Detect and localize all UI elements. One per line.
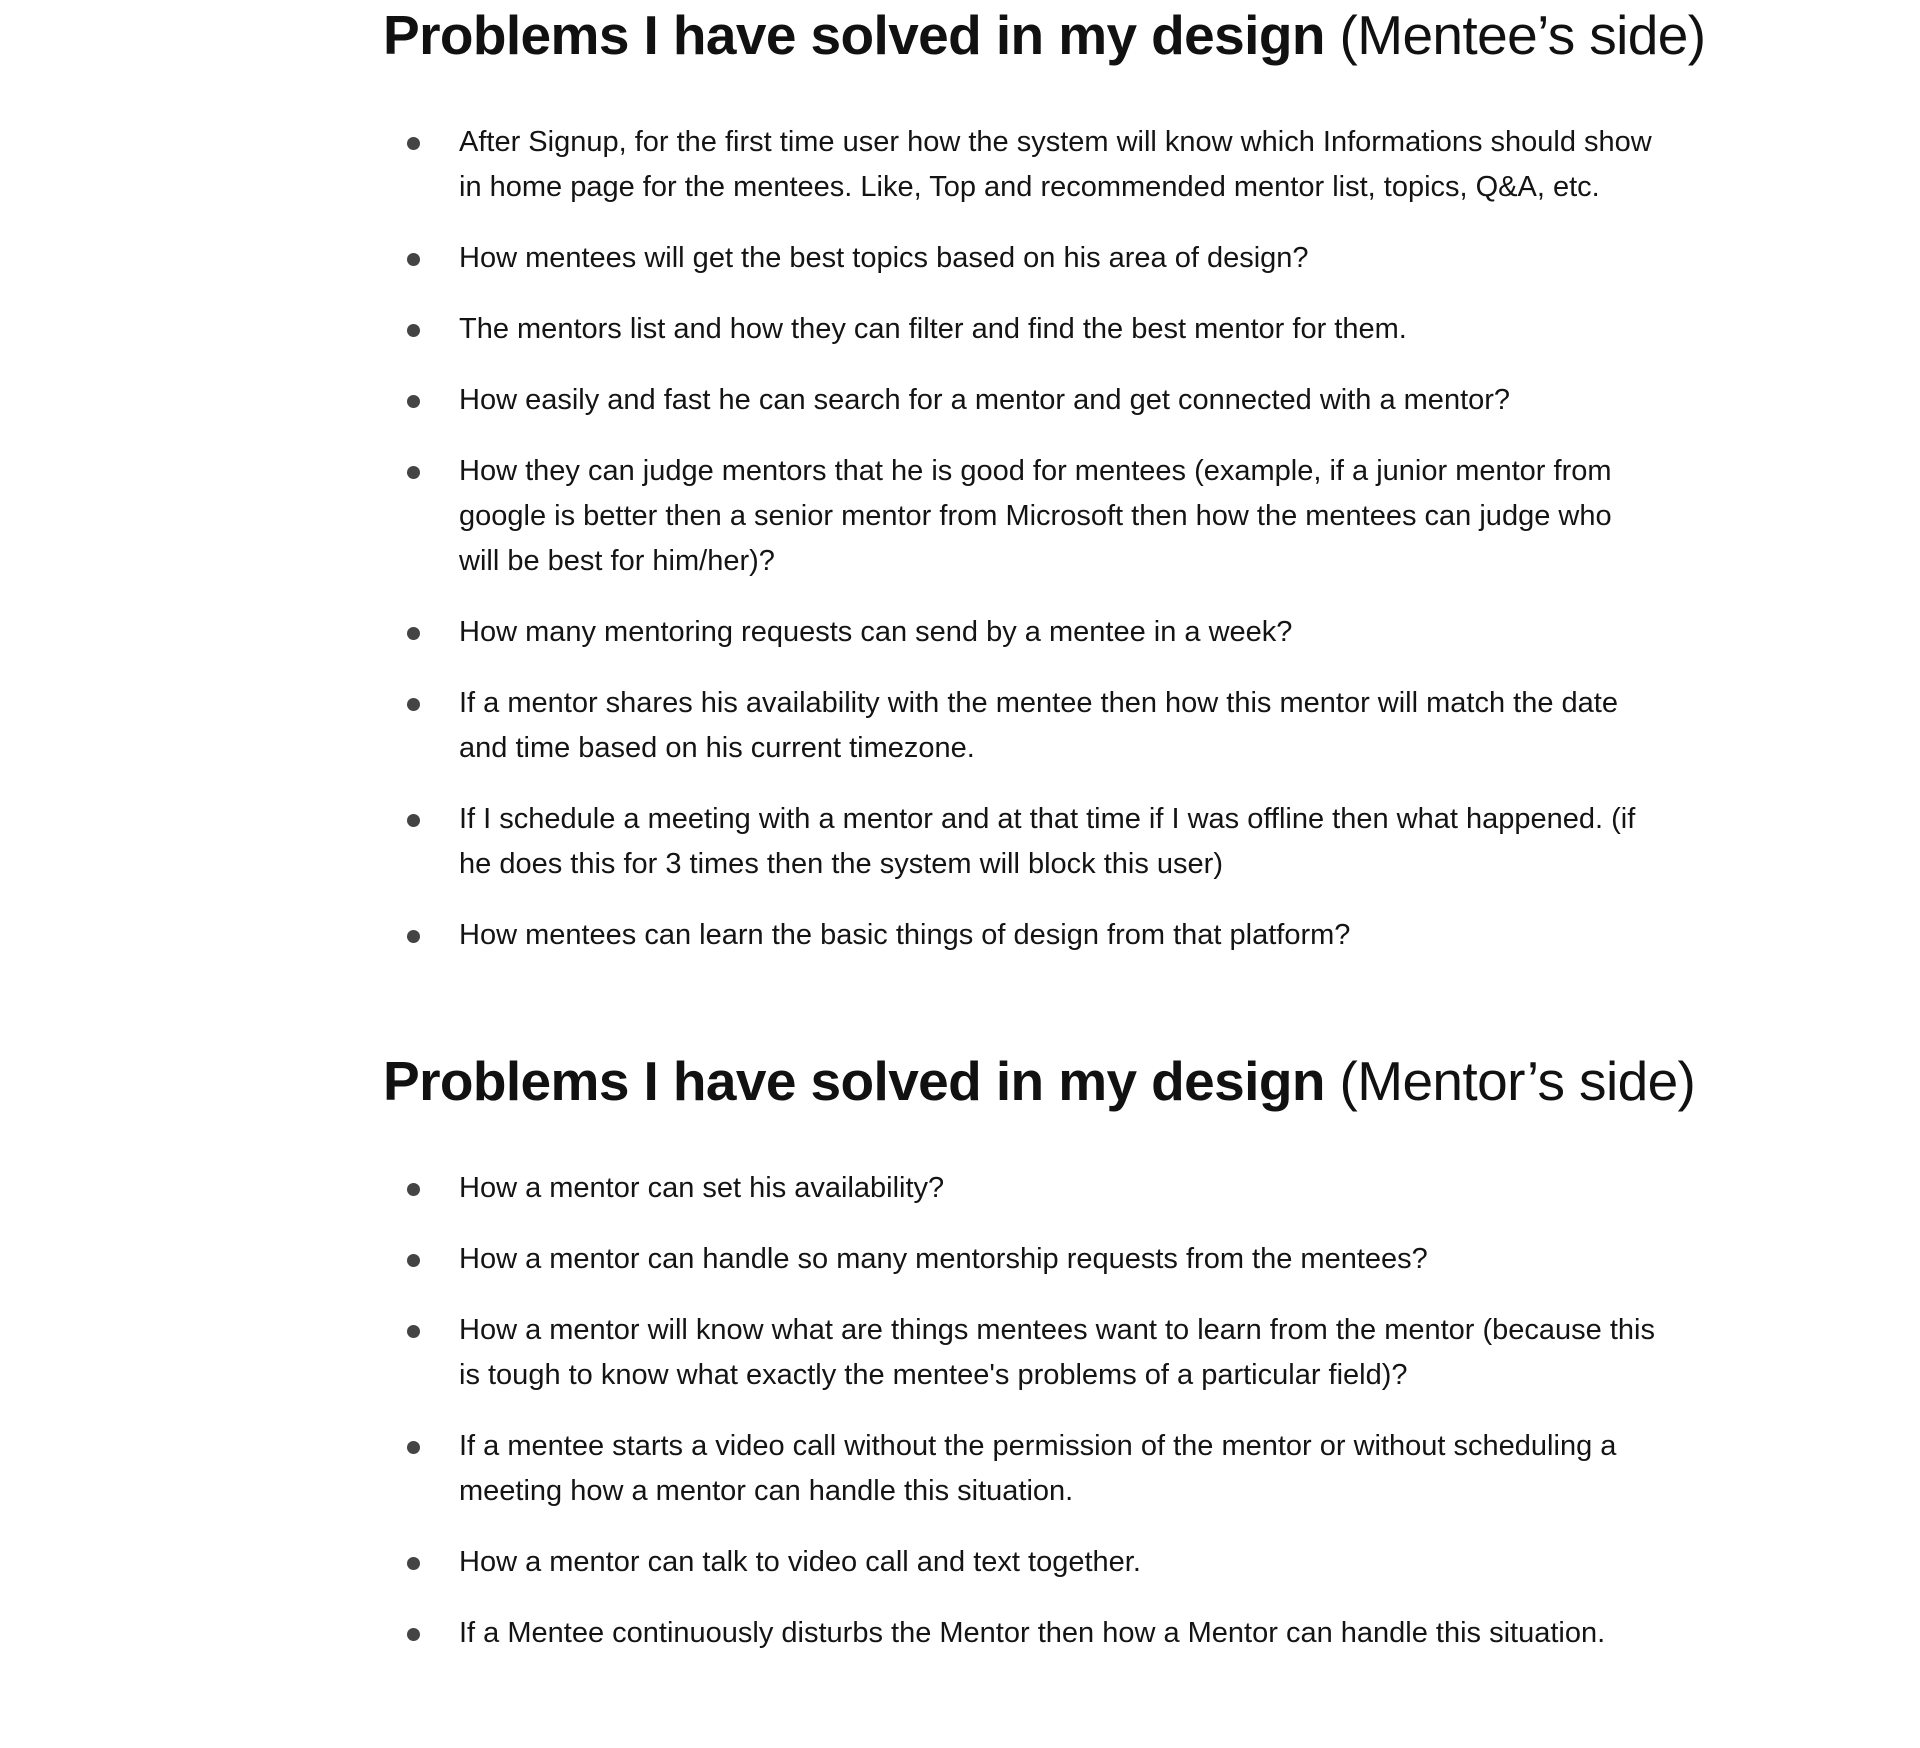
list-item: If a mentor shares his availability with the mentee then how this mentor will match the date and time based on his current timezone.	[383, 681, 1659, 771]
list-item: If I schedule a meeting with a mentor and at that time if I was offline then what happened. (if he does this for 3 times then the system will block this user)	[383, 797, 1659, 887]
list-item: After Signup, for the first time user how the system will know which Informations should show in home page for the mentees. Like, Top and recommended mentor list, topics, Q&A, etc.	[383, 120, 1659, 210]
mentee-section-title	[383, 0, 1706, 70]
list-item: The mentors list and how they can filter and find the best mentor for them.	[383, 307, 1659, 352]
list-item: How many mentoring requests can send by a mentee in a week?	[383, 610, 1659, 655]
mentor-problem-list	[383, 1166, 1655, 1656]
mentee-problem-list	[383, 120, 1652, 958]
list-item: How a mentor can handle so many mentorship requests from the mentees?	[383, 1237, 1659, 1282]
list-item: How a mentor can set his availability?	[383, 1166, 1659, 1211]
list-item: How they can judge mentors that he is good for mentees (example, if a junior mentor from google is better then a senior mentor from Microsoft then how the mentees can judge who will be best for him/her)?	[383, 449, 1659, 584]
list-item: If a Mentee continuously disturbs the Mentor then how a Mentor can handle this situation.	[383, 1611, 1659, 1656]
list-item: How mentees will get the best topics based on his area of design?	[383, 236, 1659, 281]
list-item: How a mentor will know what are things mentees want to learn from the mentor (because this is tough to know what exactly the mentee's problems of a particular field)?	[383, 1308, 1659, 1398]
mentee-title-regular: (Mentee’s side)	[1339, 4, 1706, 66]
list-item: If a mentee starts a video call without the permission of the mentor or without scheduling a meeting how a mentor can handle this situation.	[383, 1424, 1659, 1514]
mentor-section-title	[383, 1046, 1696, 1116]
list-item: How a mentor can talk to video call and text together.	[383, 1540, 1659, 1585]
document-page	[383, 0, 1706, 1682]
mentor-title-regular: (Mentor’s side)	[1339, 1050, 1696, 1112]
list-item: How easily and fast he can search for a mentor and get connected with a mentor?	[383, 378, 1659, 423]
mentor-title-bold: Problems I have solved in my design	[383, 1050, 1325, 1112]
mentee-title-bold: Problems I have solved in my design	[383, 4, 1325, 66]
list-item: How mentees can learn the basic things of design from that platform?	[383, 913, 1659, 958]
